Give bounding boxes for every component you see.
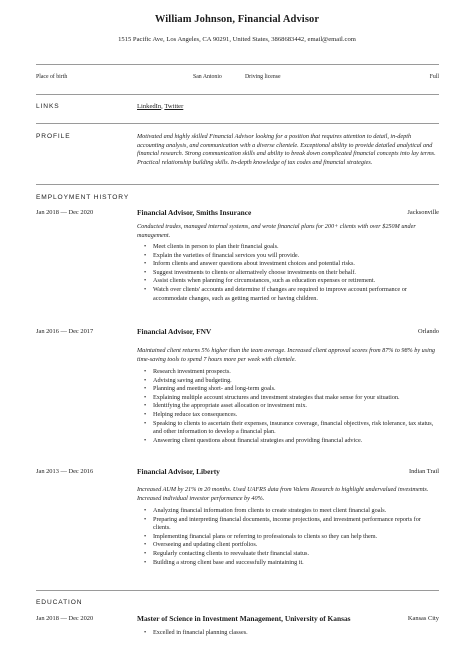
job-title: Financial Advisor, Smiths Insurance (137, 208, 252, 217)
job-dates: Jan 2016 — Dec 2017 (36, 328, 94, 335)
list-item: • Analyzing financial information from clients to create strategies to meet client financial goals. (137, 507, 439, 516)
job-city: Indian Trail (408, 468, 439, 475)
profile-summary: Motivated and highly skilled Financial Advisor looking for a position that requires attention to detail, in-depth accounting analysis, and communication with a diverse clientele. Exceptional ability to provide detailed analytical and financial research. Strong communication skills and ability to break down complicated financial concepts into lay terms. Practical relationship building skills. In-depth knowledge of tax codes and financial strategies. (137, 133, 436, 166)
job-summary: Increased AUM by 21% in 20 months. Used UAFRS data from Valens Research to highlight undervalued investments. Increased individual investor performance by 40%. (137, 486, 429, 502)
list-item: • Planning and meeting short- and long-term goals. (137, 385, 439, 394)
list-item: • Assist clients when planning for circumstances, such as education expenses or retirement. (137, 277, 439, 286)
list-item: • Helping reduce tax consequences. (137, 411, 439, 420)
links-section-title: LINKS (36, 103, 60, 110)
education-dates: Jan 2018 — Dec 2020 (36, 615, 94, 622)
job-title: Financial Advisor, Liberty (137, 467, 220, 476)
job-summary: Maintained client returns 5% higher than the team average. Increased client approval scores from 87% to 98% by using time-saving tools to spend 7 hours more per week with clientele. (137, 347, 436, 363)
list-item: • Explain the varieties of financial services you will provide. (137, 252, 439, 261)
education-title: Master of Science in Investment Management, University of Kansas (137, 614, 351, 623)
twitter-link[interactable]: Twitter (164, 103, 184, 110)
list-item: • Implementing financial plans or referring to professionals to clients so they can help them. (137, 533, 439, 542)
list-item: • Excelled in financial planning classes. (137, 629, 439, 638)
education-details-list (137, 629, 439, 638)
candidate-name: William Johnson, Financial Advisor (154, 14, 320, 25)
job-city: Jacksonville (407, 209, 439, 216)
personal-details-row (36, 74, 439, 84)
list-item: • Inform clients and answer questions about investment choices and potential risks. (137, 260, 439, 269)
employment-section-title: EMPLOYMENT HISTORY (36, 194, 130, 201)
job-summary: Conducted trades, managed internal systems, and wrote financial plans for 200+ clients with over $250M under management. (137, 223, 416, 239)
job-city: Orlando (418, 328, 439, 335)
links-list (137, 103, 183, 110)
resume-header (0, 14, 474, 43)
driving-license-label: Driving license (245, 74, 281, 80)
job-dates: Jan 2013 — Dec 2016 (36, 468, 94, 475)
job-duties-list (137, 243, 439, 303)
divider (36, 590, 439, 591)
place-of-birth-value: San Antonio (193, 74, 222, 80)
education-city: Kansas City (407, 615, 439, 622)
job-duties-list (137, 368, 439, 445)
place-of-birth-label: Place of birth (36, 74, 68, 80)
education-section-title: EDUCATION (36, 599, 83, 606)
linkedin-link[interactable]: LinkedIn (137, 103, 162, 110)
list-item: • Regularly contacting clients to reevaluate their financial status. (137, 550, 439, 559)
list-item: • Suggest investments to clients or alternatively choose investments on their behalf. (137, 269, 439, 278)
list-item: • Answering client questions about financial strategies and providing financial advice. (137, 437, 439, 446)
list-item: • Preparing and interpreting financial documents, income projections, and investment performance reports for clients. (137, 516, 439, 533)
contact-line: 1515 Pacific Ave, Los Angeles, CA 90291, United States, 3868683442, email@email.com (118, 36, 356, 43)
divider (36, 184, 439, 185)
list-item: • Building a strong client base and successfully maintaining it. (137, 559, 439, 568)
list-item: • Explaining multiple account structures and investment strategies that make sense for your situation. (137, 394, 439, 403)
list-item: • Overseeing and updating client portfolios. (137, 541, 439, 550)
job-duties-list (137, 507, 439, 567)
divider (36, 123, 439, 124)
divider (36, 94, 439, 95)
list-item: • Watch over clients' accounts and determine if changes are required to improve account performance or accommodate changes, such as getting married or having children. (137, 286, 439, 303)
list-item: • Research investment prospects. (137, 368, 439, 377)
list-item: • Advising saving and budgeting. (137, 377, 439, 386)
profile-section-title: PROFILE (36, 133, 71, 140)
list-item: • Speaking to clients to ascertain their expenses, insurance coverage, financial objectives, risk tolerance, tax status, and other information to develop a financial plan. (137, 420, 439, 437)
list-item: • Meet clients in person to plan their financial goals. (137, 243, 439, 252)
list-item: • Identifying the appropriate asset allocation or investment mix. (137, 402, 439, 411)
job-dates: Jan 2018 — Dec 2020 (36, 209, 94, 216)
links-separator: , (161, 103, 165, 110)
job-title: Financial Advisor, FNV (137, 327, 212, 336)
divider (36, 64, 439, 65)
driving-license-value: Full (429, 74, 439, 80)
